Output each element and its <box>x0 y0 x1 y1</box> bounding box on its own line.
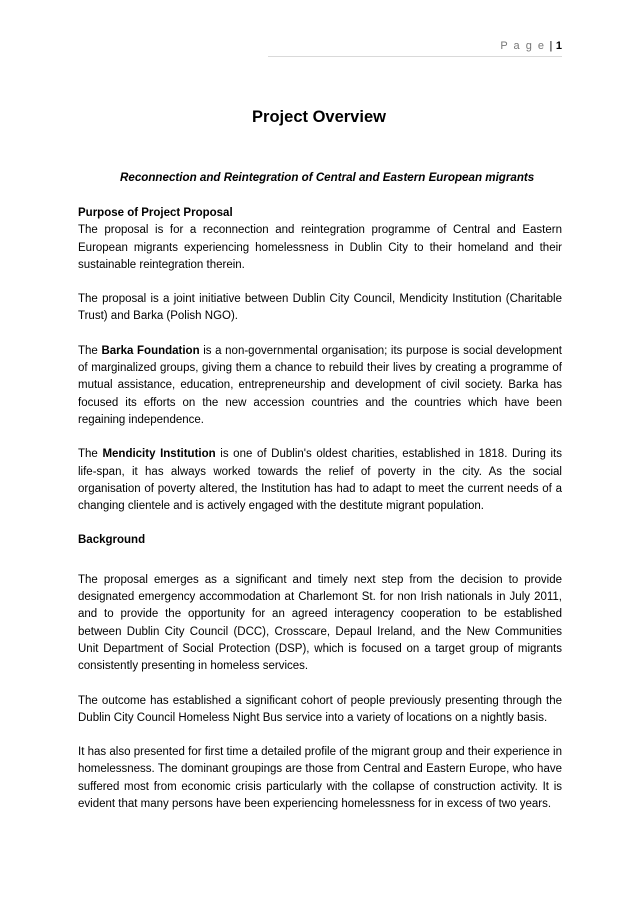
text-run: is a non-governmental organisation; its purpose is social development of marginalized groups, giving them a chance to rebuild their lives by creating a programme of mutual assistance, education, entrepreneurship and development of civil society. Barka has focused its efforts on the new accession countries and the countries which have been regaining independence. <box>78 344 563 426</box>
page-separator: | <box>549 40 554 52</box>
page-label: P a g e <box>500 40 546 52</box>
document-title: Project Overview <box>252 108 386 126</box>
paragraph: It has also presented for first time a detailed profile of the migrant group and their experience in homelessness. The dominant groupings are those from Central and Eastern Europe, who have suffered most from economic crisis particularly with the collapse of construction activity. It is evident that many persons have been experiencing homelessness for in excess of two years. <box>78 746 562 811</box>
paragraph: The proposal emerges as a significant and timely next step from the decision to provide designated emergency accommodation at Charlemont St. for non Irish nationals in July 2011, and to provide the opportunity for an agreed interagency cooperation to be established between Dublin City Council (DCC), Crosscare, Depaul Ireland, and the New Communities Unit Department of Social Protection (DSP), which is focused on a target group of migrants consistently presenting in homeless services. <box>78 573 562 673</box>
bold-term: Barka Foundation <box>101 344 200 357</box>
page-number: 1 <box>555 40 562 52</box>
paragraph: The outcome has established a significant cohort of people previously presenting through the Dublin City Council Homeless Night Bus service into a variety of locations on a nightly basis. <box>78 694 562 724</box>
text-run: is one of Dublin's oldest charities, established in 1818. During its life-span, it has always worked towards the relief of poverty in the city. As the social organisation of poverty altered, the Institution has had to adapt to meet the current needs of a changing clientele and is actively engaged with the destitute migrant population. <box>78 448 562 513</box>
paragraph: The proposal is a joint initiative between Dublin City Council, Mendicity Institution (Charitable Trust) and Barka (Polish NGO). <box>78 293 562 323</box>
paragraph-mendicity <box>78 446 562 515</box>
text-run: The <box>78 344 102 357</box>
bold-term: Mendicity Institution <box>102 448 216 461</box>
section-heading-background: Background <box>78 534 146 547</box>
paragraph: The proposal is for a reconnection and reintegration programme of Central and Eastern European migrants experiencing homelessness in Dublin City to their homeland and their sustainable reintegration therein. <box>78 224 562 271</box>
document-body <box>78 205 562 813</box>
text-run: The <box>78 448 103 461</box>
paragraph-barka <box>78 343 562 429</box>
document-subtitle: Reconnection and Reintegration of Central and Eastern European migrants <box>120 171 535 184</box>
page-header <box>500 40 562 52</box>
header-rule <box>268 56 562 57</box>
section-heading-purpose: Purpose of Project Proposal <box>78 207 233 219</box>
